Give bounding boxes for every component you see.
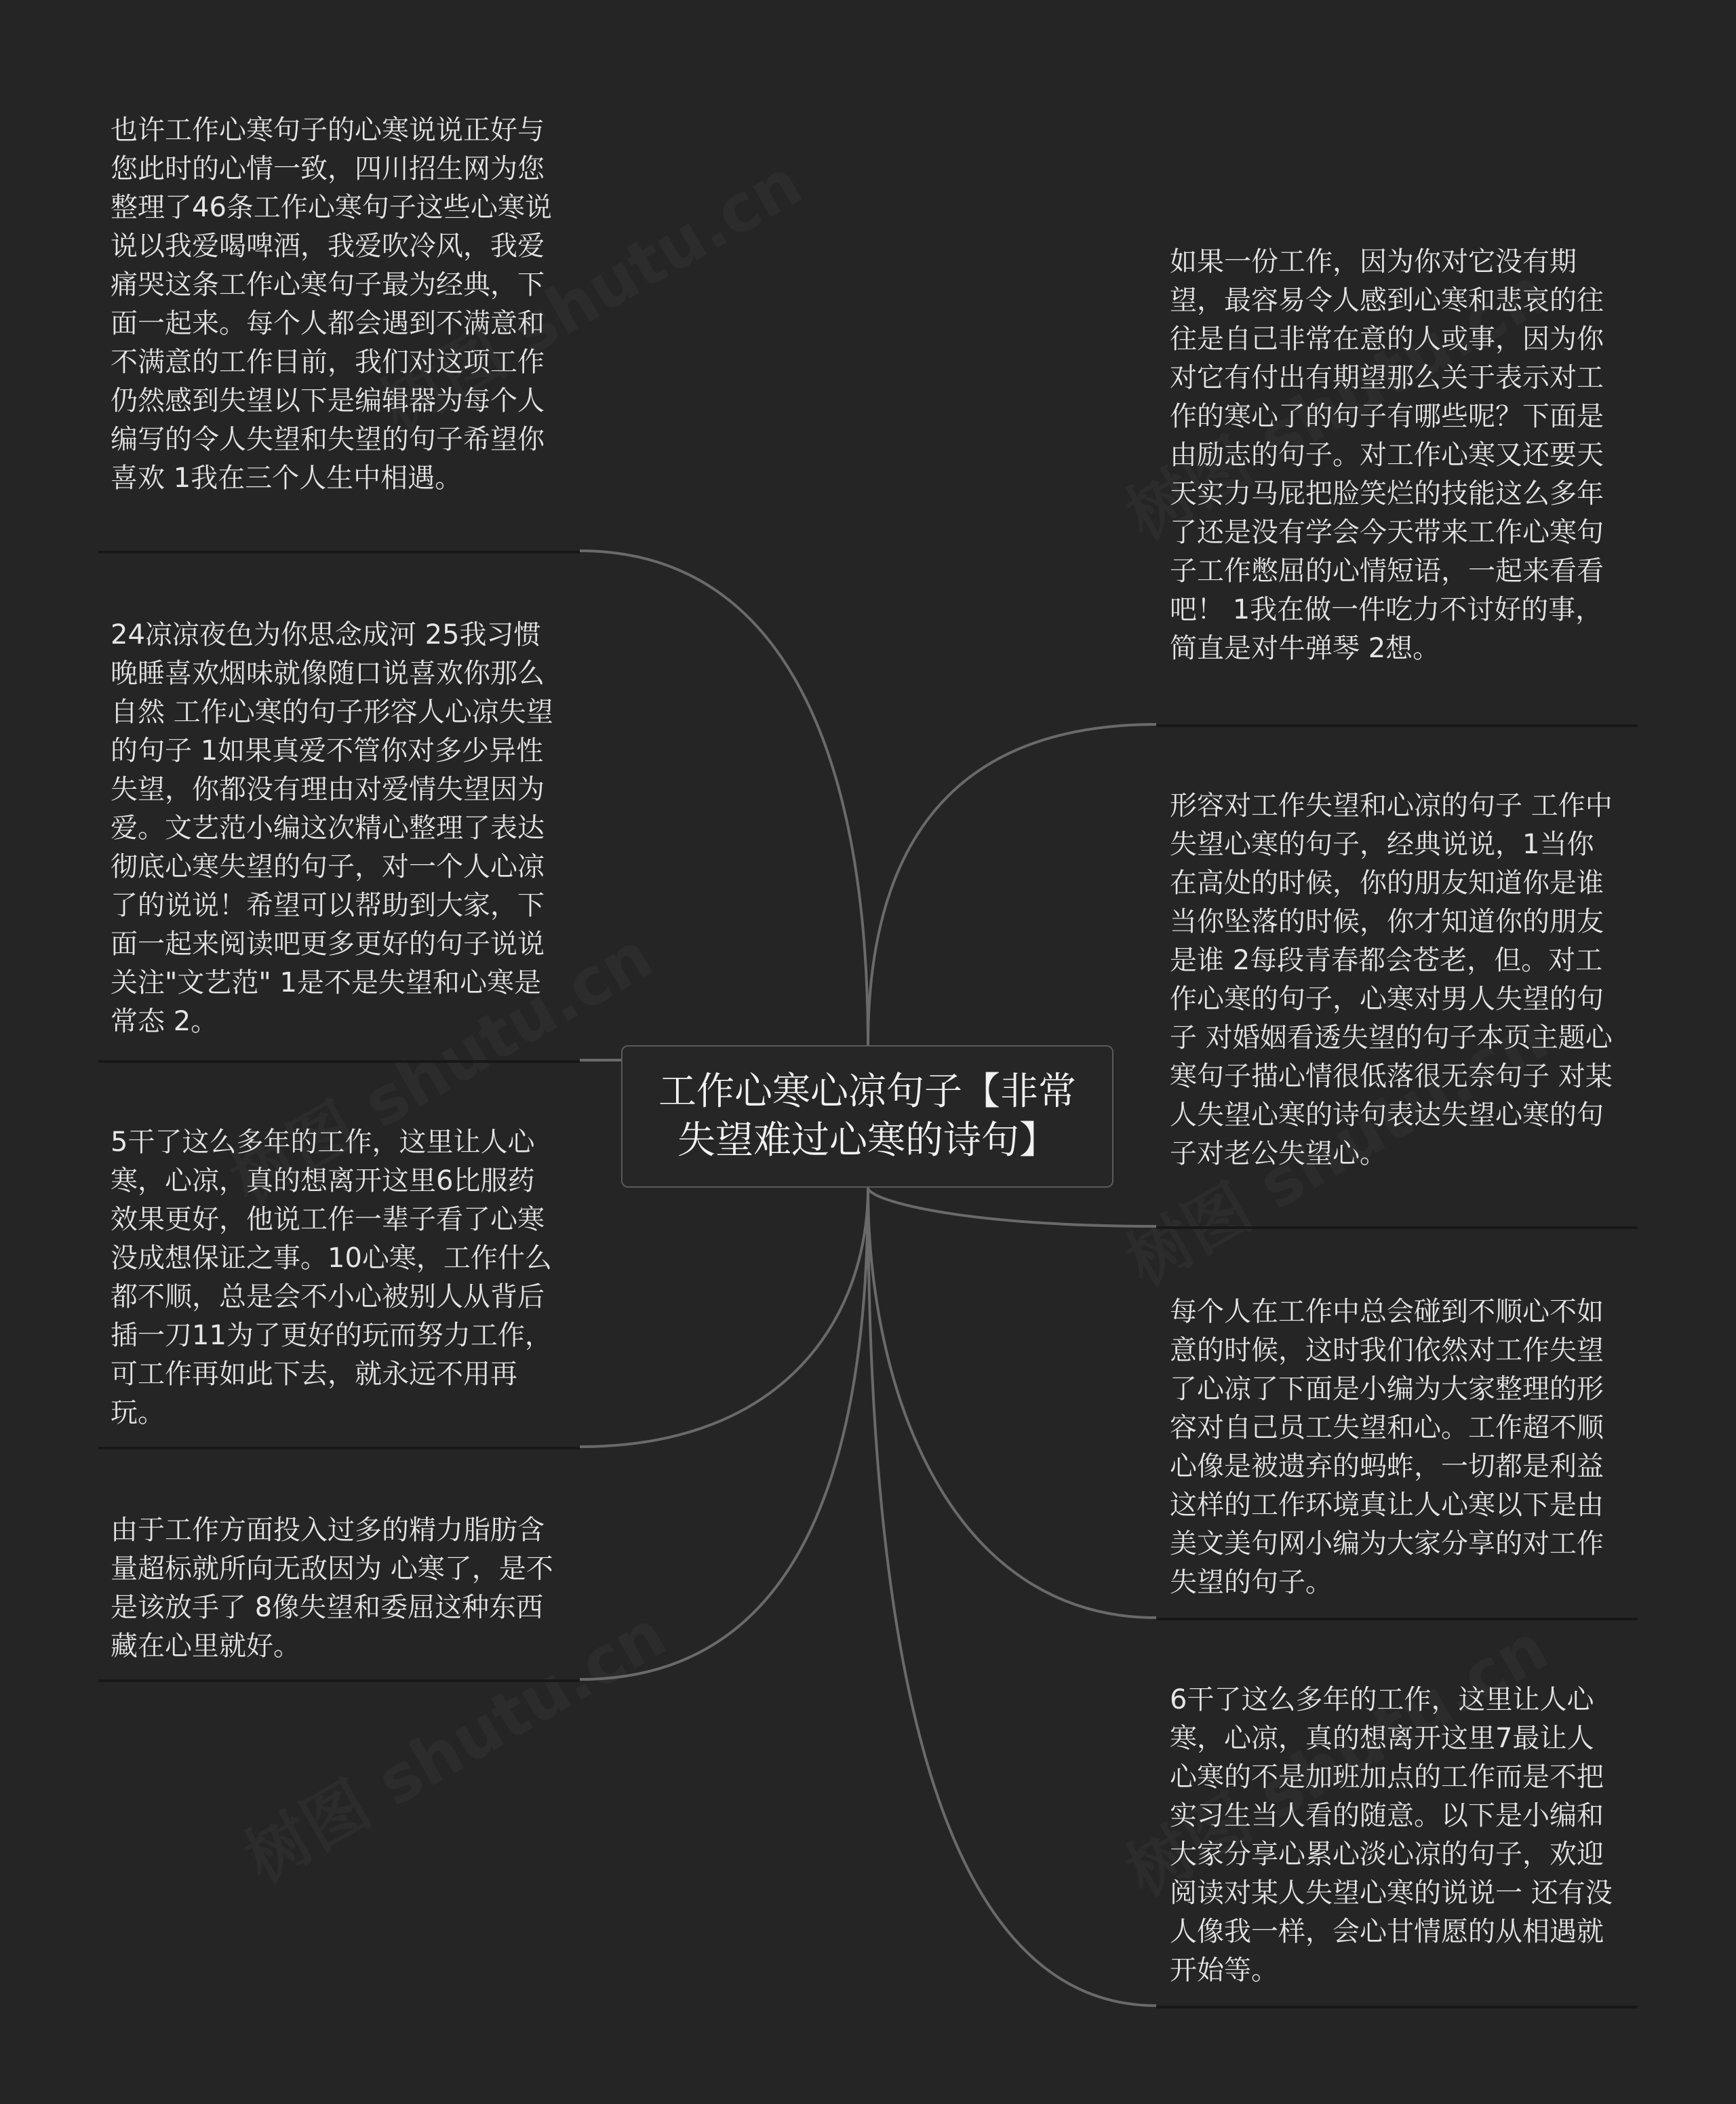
left-topic-4[interactable]: 由于工作方面投入过多的精力脂肪含量超标就所向无敌因为 心寒了，是不是该放手了 8像失望和委屈这种东西藏在心里就好。 (111, 1515, 553, 1662)
connector-left-3 (580, 1188, 868, 1447)
left-topic-2[interactable]: 24凉凉夜色为你思念成河 25我习惯晚睡喜欢烟味就像随口说喜欢你那么自然 工作心寒的句子形容人心凉失望的句子 1如果真爱不管你对多少异性失望，你都没有理由对爱情失望因为爱。文艺范小编这次精心整理了表达彻底心寒失望的句子，对一个人心凉了的说说！希望可以帮助到大家，下面一起来阅读吧更多更好的句子说说关注"文艺范" 1是不是失望和心寒是常态 2。 (111, 619, 553, 1037)
connector-left-4 (580, 1188, 868, 1679)
left-topic-3[interactable]: 5干了这么多年的工作，这里让人心寒，心凉，真的想离开这里6比服药效果更好，他说工作一辈子看了心寒没成想保证之事。10心寒，工作什么都不顺，总是会不小心被别人从背后插一刀11为了更好的玩而努力工作，可工作再如此下去，就永远不用再玩。 (111, 1127, 552, 1428)
connector-right-2 (868, 1188, 1156, 1226)
right-topic-3[interactable]: 每个人在工作中总会碰到不顺心不如意的时候，这时我们依然对工作失望了心凉了下面是小编为大家整理的形容对自己员工失望和心。工作超不顺心像是被遗弃的蚂蚱，一切都是利益这样的工作环境真让人心寒以下是由美文美句网小编为大家分享的对工作失望的句子。 (1170, 1296, 1604, 1598)
connector-right-1 (868, 724, 1156, 1045)
left-topic-1[interactable]: 也许工作心寒句子的心寒说说正好与您此时的心情一致，四川招生网为您整理了46条工作心寒句子这些心寒说说以我爱喝啤酒，我爱吹冷风，我爱痛哭这条工作心寒句子最为经典，下面一起来。每个人都会遇到不满意和不满意的工作目前，我们对这项工作仍然感到失望以下是编辑器为每个人编写的令人失望和失望的句子希望你喜欢 1我在三个人生中相遇。 (111, 115, 552, 494)
connector-right-4 (868, 1188, 1156, 2006)
right-topic-1[interactable]: 如果一份工作，因为你对它没有期望，最容易令人感到心寒和悲哀的往往是自己非常在意的人或事，因为你对它有付出有期望那么关于表示对工作的寒心了的句子有哪些呢？下面是由励志的句子。对工作心寒又还要天天实力马屁把脸笑烂的技能这么多年了还是没有学会今天带来工作心寒句子工作憋屈的心情短语，一起来看看吧！ 1我在做一件吃力不讨好的事，简直是对牛弹琴 2想。 (1170, 246, 1604, 664)
right-topic-4[interactable]: 6干了这么多年的工作，这里让人心寒，心凉，真的想离开这里7最让人心寒的不是加班加点的工作而是不把实习生当人看的随意。以下是小编和大家分享心累心淡心凉的句子，欢迎阅读对某人失望心寒的说说一 还有没人像我一样，会心甘情愿的从相遇就开始等。 (1170, 1684, 1613, 1986)
right-topic-2[interactable]: 形容对工作失望和心凉的句子 工作中失望心寒的句子，经典说说，1当你在高处的时候，你的朋友知道你是谁当你坠落的时候，你才知道你的朋友是谁 2每段青春都会苍老，但。对工作心寒的句子，心寒对男人失望的句子 对婚姻看透失望的句子本页主题心寒句子描心情很低落很无奈句子 对某人失望心寒的诗句表达失望心寒的句子对老公失望心。 (1170, 790, 1613, 1169)
connector-left-1 (580, 551, 868, 1045)
central-topic-title: 工作心寒心凉句子【非常失望难过心寒的诗句】 (658, 1070, 1076, 1163)
connector-right-3 (868, 1188, 1156, 1618)
central-topic[interactable] (621, 1045, 1113, 1188)
